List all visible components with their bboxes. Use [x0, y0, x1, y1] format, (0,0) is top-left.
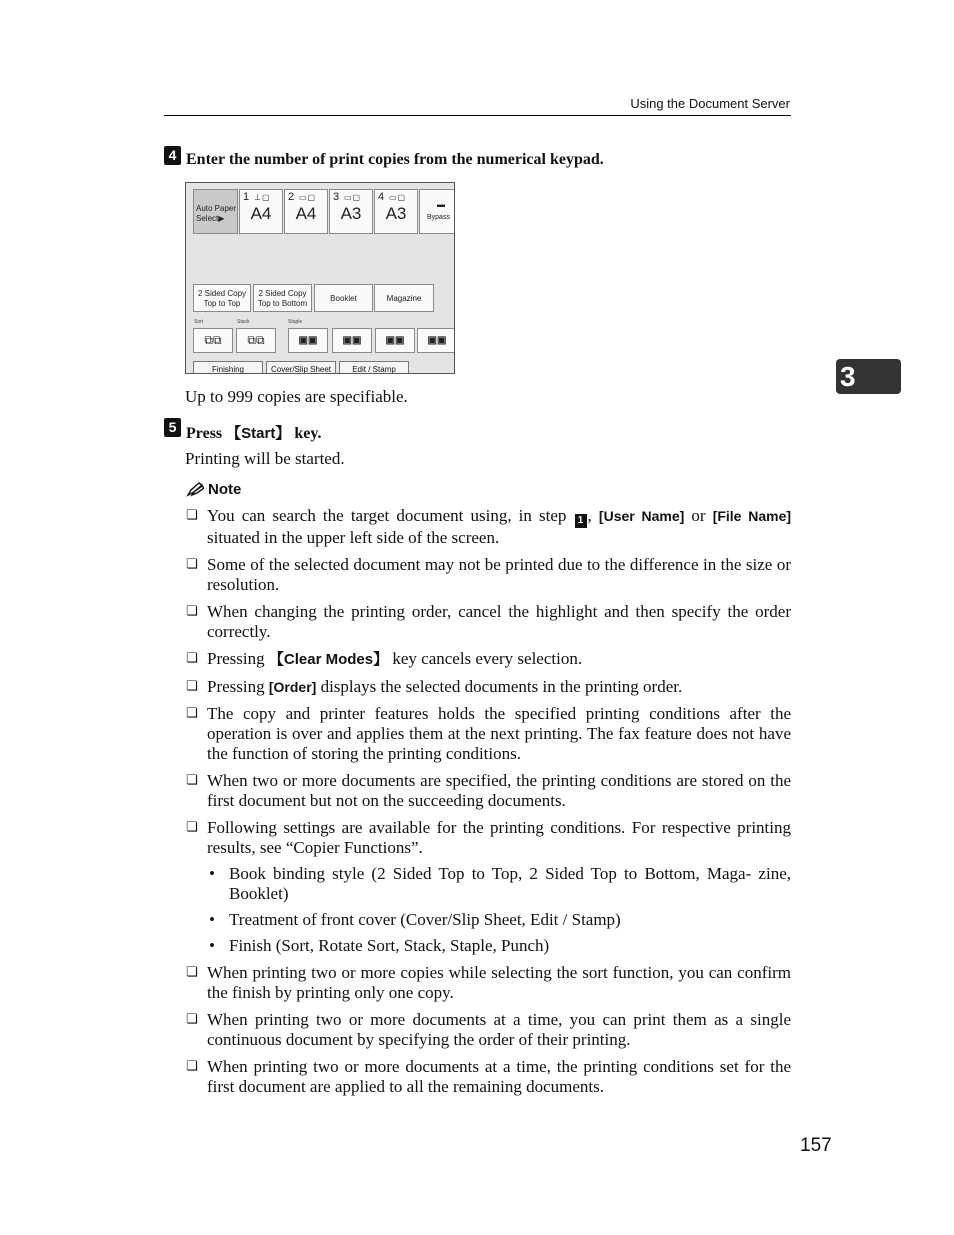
- note-item-stored-conditions: ❏ The copy and printer features holds the specified printing conditions after the operation is over and applies them at the next printing. The fax feature does not have the function of storing the printing conditions.: [186, 704, 791, 764]
- note-1-part-d: situated in the upper left side of the screen.: [207, 528, 500, 547]
- tray-1-size: A4: [250, 204, 272, 223]
- staple-double-top-button: [417, 328, 455, 353]
- sub-item-binding: • Book binding style (2 Sided Top to Top, 2 Sided Top to Bottom, Maga- zine, Booklet): [207, 864, 791, 904]
- tray-1-number: 1: [243, 191, 250, 203]
- chapter-tab: 3: [836, 359, 901, 394]
- tab-finishing: Finishing: [193, 361, 263, 374]
- booklet-button: [314, 284, 373, 312]
- press-word: Press: [186, 425, 223, 442]
- page-number: 157: [800, 1135, 832, 1156]
- note-item-settings: [186, 818, 791, 956]
- booklet-label: Booklet: [330, 294, 357, 303]
- notes-list: [186, 506, 791, 1104]
- magazine-button: [374, 284, 434, 312]
- tray-1-button: [239, 189, 283, 234]
- running-header: Using the Document Server: [630, 96, 790, 111]
- duplex-bottom-label-1: 2 Sided Copy: [258, 289, 307, 298]
- key-word: key.: [294, 425, 322, 442]
- note-item-size: ❏ Some of the selected document may not be printed due to the difference in the size or resolution.: [186, 555, 791, 595]
- auto-paper-label-1: Auto Paper: [196, 204, 237, 213]
- magazine-label: Magazine: [386, 294, 422, 303]
- note-item-applied-conditions: ❏ When printing two or more documents at a time, the printing conditions set for the first document are applied to all the remaining documents.: [186, 1057, 791, 1097]
- duplex-top-label-1: 2 Sided Copy: [197, 289, 247, 298]
- tab-edit-stamp: Edit / Stamp: [339, 361, 409, 374]
- tray-2-button: [284, 189, 328, 234]
- bypass-tray-button: [419, 189, 455, 234]
- tray-3-icons: ▭▢: [344, 193, 362, 202]
- tray-3-button: [329, 189, 373, 234]
- pencil-icon: [186, 482, 204, 497]
- tray-4-button: [374, 189, 418, 234]
- stack-icon: ⧉⧉: [247, 333, 265, 347]
- staple-double-left-icon: ▣▣: [385, 335, 405, 346]
- note-1-or: or: [691, 506, 706, 525]
- auto-paper-select-button: [193, 189, 238, 234]
- tray-4-icons: ▭▢: [389, 193, 407, 202]
- duplex-bottom-label-2: Top to Bottom: [257, 299, 308, 308]
- tray-2-size: A4: [295, 204, 317, 223]
- note-1-part-a: You can search the target document using, in step: [207, 506, 567, 525]
- staple-top-left-icon: ▣▣: [298, 335, 318, 346]
- staple-top-right-button: [332, 328, 372, 353]
- copier-screen-image: [185, 182, 455, 374]
- tray-4-size: A3: [385, 204, 407, 223]
- bypass-label: Bypass: [427, 214, 450, 221]
- start-key-label: 【Start】: [226, 425, 291, 442]
- staple-top-left-button: [288, 328, 328, 353]
- stack-label: Stack: [237, 319, 250, 325]
- stack-button: [236, 328, 276, 353]
- note-item-clear-modes: [186, 649, 791, 670]
- step-5-text: [186, 422, 321, 443]
- sub-item-cover: • Treatment of front cover (Cover/Slip Sheet, Edit / Stamp): [207, 910, 791, 930]
- note-5-part-a: Pressing: [207, 677, 265, 696]
- header-rule: [164, 115, 791, 116]
- note-item-order: ❏ When changing the printing order, cancel the highlight and then specify the order correctly.: [186, 602, 791, 642]
- staple-double-top-icon: ▣▣: [427, 335, 447, 346]
- duplex-top-to-bottom-button: [253, 284, 312, 312]
- tab-cover-slip-sheet: Cover/Slip Sheet: [266, 361, 336, 374]
- duplex-top-label-2: Top to Top: [203, 299, 241, 308]
- note-4-part-a: Pressing: [207, 649, 265, 668]
- tray-1-icons: ⊥▢: [254, 193, 271, 202]
- tray-4-number: 4: [378, 191, 385, 203]
- clear-modes-key-name: Clear Modes: [283, 651, 374, 668]
- tray-2-number: 2: [288, 191, 295, 203]
- sub-item-finish: • Finish (Sort, Rotate Sort, Stack, Staple, Punch): [207, 936, 791, 956]
- step-4-badge: 4: [164, 146, 181, 165]
- file-name-key: [File Name]: [712, 508, 792, 524]
- sort-button: [193, 328, 233, 353]
- note-item-order-key: [186, 677, 791, 697]
- note-heading: [186, 481, 241, 498]
- duplex-top-to-top-button: [193, 284, 251, 312]
- sort-icon: ⧉⧉: [204, 333, 222, 347]
- note-8-text: Following settings are available for the printing conditions. For respective printing results, see “Copier Functions”.: [207, 818, 791, 857]
- bypass-icon: ▬: [437, 200, 445, 209]
- note-item-search: [186, 506, 791, 548]
- sort-label: Sort: [194, 319, 204, 325]
- step-4-text: Enter the number of print copies from the numerical keypad.: [186, 151, 604, 168]
- step-1-icon: 1: [575, 514, 587, 528]
- auto-paper-label-2: Select▶: [196, 214, 225, 223]
- staple-top-right-icon: ▣▣: [342, 335, 362, 346]
- order-key: [Order]: [268, 679, 317, 695]
- staple-double-left-button: [375, 328, 415, 353]
- staple-label: Staple: [288, 319, 303, 325]
- note-4-part-b: key cancels every selection.: [392, 649, 583, 668]
- note-item-sort-copies: ❏ When printing two or more copies while selecting the sort function, you can confirm the finish by printing only one copy.: [186, 963, 791, 1003]
- note-item-continuous: ❏ When printing two or more documents at a time, you can print them as a single continuous document by specifying the order of their printing.: [186, 1010, 791, 1050]
- tray-2-icons: ▭▢: [299, 193, 317, 202]
- step-5-badge: 5: [164, 418, 181, 437]
- note-1-comma: ,: [587, 506, 592, 525]
- note-item-first-document: ❏ When two or more documents are specified, the printing conditions are stored on the first document but not on the succeeding documents.: [186, 771, 791, 811]
- step-5-result: Printing will be started.: [185, 449, 345, 468]
- copies-note: Up to 999 copies are specifiable.: [185, 387, 408, 406]
- settings-sublist: [207, 864, 791, 956]
- start-key-name: Start: [241, 425, 276, 442]
- note-5-part-b: displays the selected documents in the printing order.: [320, 677, 683, 696]
- tray-3-number: 3: [333, 191, 340, 203]
- tray-3-size: A3: [340, 204, 362, 223]
- note-heading-text: Note: [208, 481, 242, 498]
- clear-modes-key: 【Clear Modes】: [268, 651, 389, 668]
- user-name-key: [User Name]: [598, 508, 685, 524]
